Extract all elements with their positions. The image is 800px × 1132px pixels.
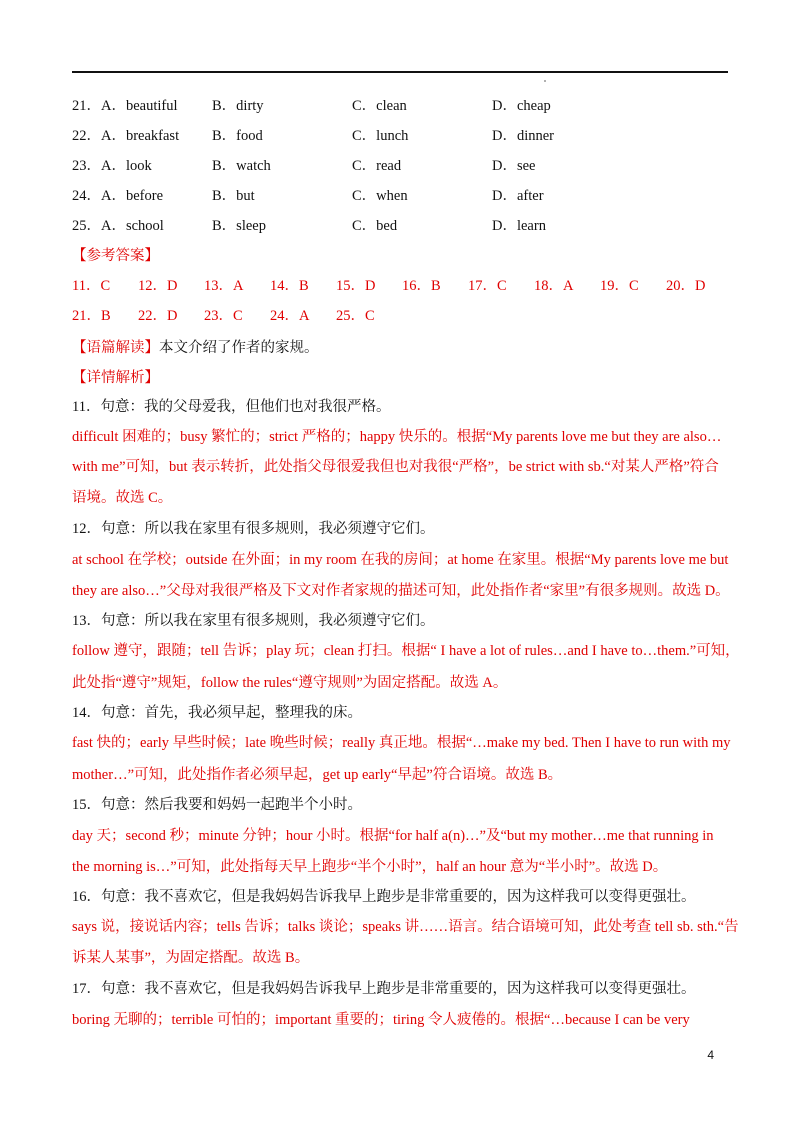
explanation-line: says 说，接说话内容；tells 告诉；talks 谈论；speaks 讲……语言。结合语境可知，此处考查 tell sb. sth.“告 xyxy=(72,919,739,935)
passage-label: 【语篇解读】 xyxy=(72,340,159,356)
option-a: 22．A．breakfast xyxy=(72,128,180,144)
option-a: 21．A．beautiful xyxy=(72,98,178,114)
answer-item: 24．A xyxy=(270,308,310,324)
answer-item: 18．A xyxy=(534,278,574,294)
answer-item: 19．C xyxy=(600,278,639,294)
explanation-line: fast 快的；early 早些时候；late 晚些时候；really 真正地。根据“…make my bed. Then I have to run with my xyxy=(72,735,731,751)
option-c: C．when xyxy=(352,188,408,204)
explanation-line: 13．句意：所以我在家里有很多规则，我必须遵守它们。 xyxy=(72,613,435,629)
option-b: B．dirty xyxy=(212,98,264,114)
explanation-line: 此处指“遵守”规矩，follow the rules“遵守规则”为固定搭配。故选 A。 xyxy=(72,675,508,691)
answer-item: 16．B xyxy=(402,278,441,294)
answer-heading: 【参考答案】 xyxy=(72,248,159,264)
stray-dot xyxy=(544,80,546,82)
answer-item: 17．C xyxy=(468,278,507,294)
answers-row-1 xyxy=(72,276,728,296)
explanation-line: follow 遵守，跟随；tell 告诉；play 玩；clean 打扫。根据“ I have a lot of rules…and I have to…them.”可知， xyxy=(72,643,740,659)
option-d: D．learn xyxy=(492,218,546,234)
explanation-line: difficult 困难的；busy 繁忙的；strict 严格的；happy 快乐的。根据“My parents love me but they are also… xyxy=(72,429,722,445)
explanation-line: 诉某人某事”，为固定搭配。故选 B。 xyxy=(72,950,310,966)
option-a: 23．A．look xyxy=(72,158,152,174)
option-c: C．bed xyxy=(352,218,398,234)
option-d: D．cheap xyxy=(492,98,551,114)
explanation-line: 12．句意：所以我在家里有很多规则，我必须遵守它们。 xyxy=(72,521,435,537)
answer-item: 14．B xyxy=(270,278,309,294)
option-d: D．see xyxy=(492,158,536,174)
answer-item: 15．D xyxy=(336,278,376,294)
explanation-line: mother…”可知，此处指作者必须早起，get up early“早起”符合语境。故选 B。 xyxy=(72,767,563,783)
answer-item: 20．D xyxy=(666,278,706,294)
explanation-line: they are also…”父母对我很严格及下文对作者家规的描述可知，此处指作者“家里”有很多规则。故选 D。 xyxy=(72,583,730,599)
option-a: 25．A．school xyxy=(72,218,164,234)
option-c: C．clean xyxy=(352,98,407,114)
answer-item: 12．D xyxy=(138,278,178,294)
option-d: D．after xyxy=(492,188,544,204)
answer-item: 22．D xyxy=(138,308,178,324)
explanation-line: 16．句意：我不喜欢它，但是我妈妈告诉我早上跑步是非常重要的，因为这样我可以变得更强壮。 xyxy=(72,889,696,905)
explanation-line: at school 在学校；outside 在外面；in my room 在我的房间；at home 在家里。根据“My parents love me but xyxy=(72,552,729,568)
explanation-line: 17．句意：我不喜欢它，但是我妈妈告诉我早上跑步是非常重要的，因为这样我可以变得更强壮。 xyxy=(72,981,696,997)
explanation-line: the morning is…”可知，此处指每天早上跑步“半个小时”，half an hour 意为“半小时”。故选 D。 xyxy=(72,859,668,875)
answer-item: 25．C xyxy=(336,308,375,324)
option-b: B．watch xyxy=(212,158,271,174)
option-b: B．sleep xyxy=(212,218,266,234)
explanation-line: 14．句意：首先，我必须早起，整理我的床。 xyxy=(72,705,362,721)
answers-row-2 xyxy=(72,306,472,326)
answer-item: 23．C xyxy=(204,308,243,324)
answer-item: 11．C xyxy=(72,278,111,294)
passage-text: 本文介绍了作者的家规。 xyxy=(159,340,319,356)
header-rule xyxy=(72,71,728,73)
option-a: 24．A．before xyxy=(72,188,164,204)
explanation-line: with me”可知，but 表示转折，此处指父母很爱我但也对我很“严格”，be strict with sb.“对某人严格”符合 xyxy=(72,459,719,475)
explanation-line: 15．句意：然后我要和妈妈一起跑半个小时。 xyxy=(72,797,362,813)
option-b: B．food xyxy=(212,128,263,144)
explanation-line: day 天；second 秒；minute 分钟；hour 小时。根据“for half a(n)…”及“but my mother…me that running in xyxy=(72,828,714,844)
option-c: C．read xyxy=(352,158,402,174)
option-c: C．lunch xyxy=(352,128,409,144)
passage-interpretation xyxy=(72,338,319,358)
explanation-line: 11．句意：我的父母爱我，但他们也对我很严格。 xyxy=(72,399,391,415)
answer-item: 13．A xyxy=(204,278,244,294)
detail-heading: 【详情解析】 xyxy=(72,370,159,386)
explanation-line: 语境。故选 C。 xyxy=(72,490,173,506)
option-b: B．but xyxy=(212,188,255,204)
answer-item: 21．B xyxy=(72,308,111,324)
page-number: 4 xyxy=(707,1048,714,1062)
option-d: D．dinner xyxy=(492,128,555,144)
explanation-line: boring 无聊的；terrible 可怕的；important 重要的；tiring 令人疲倦的。根据“…because I can be very xyxy=(72,1012,690,1028)
